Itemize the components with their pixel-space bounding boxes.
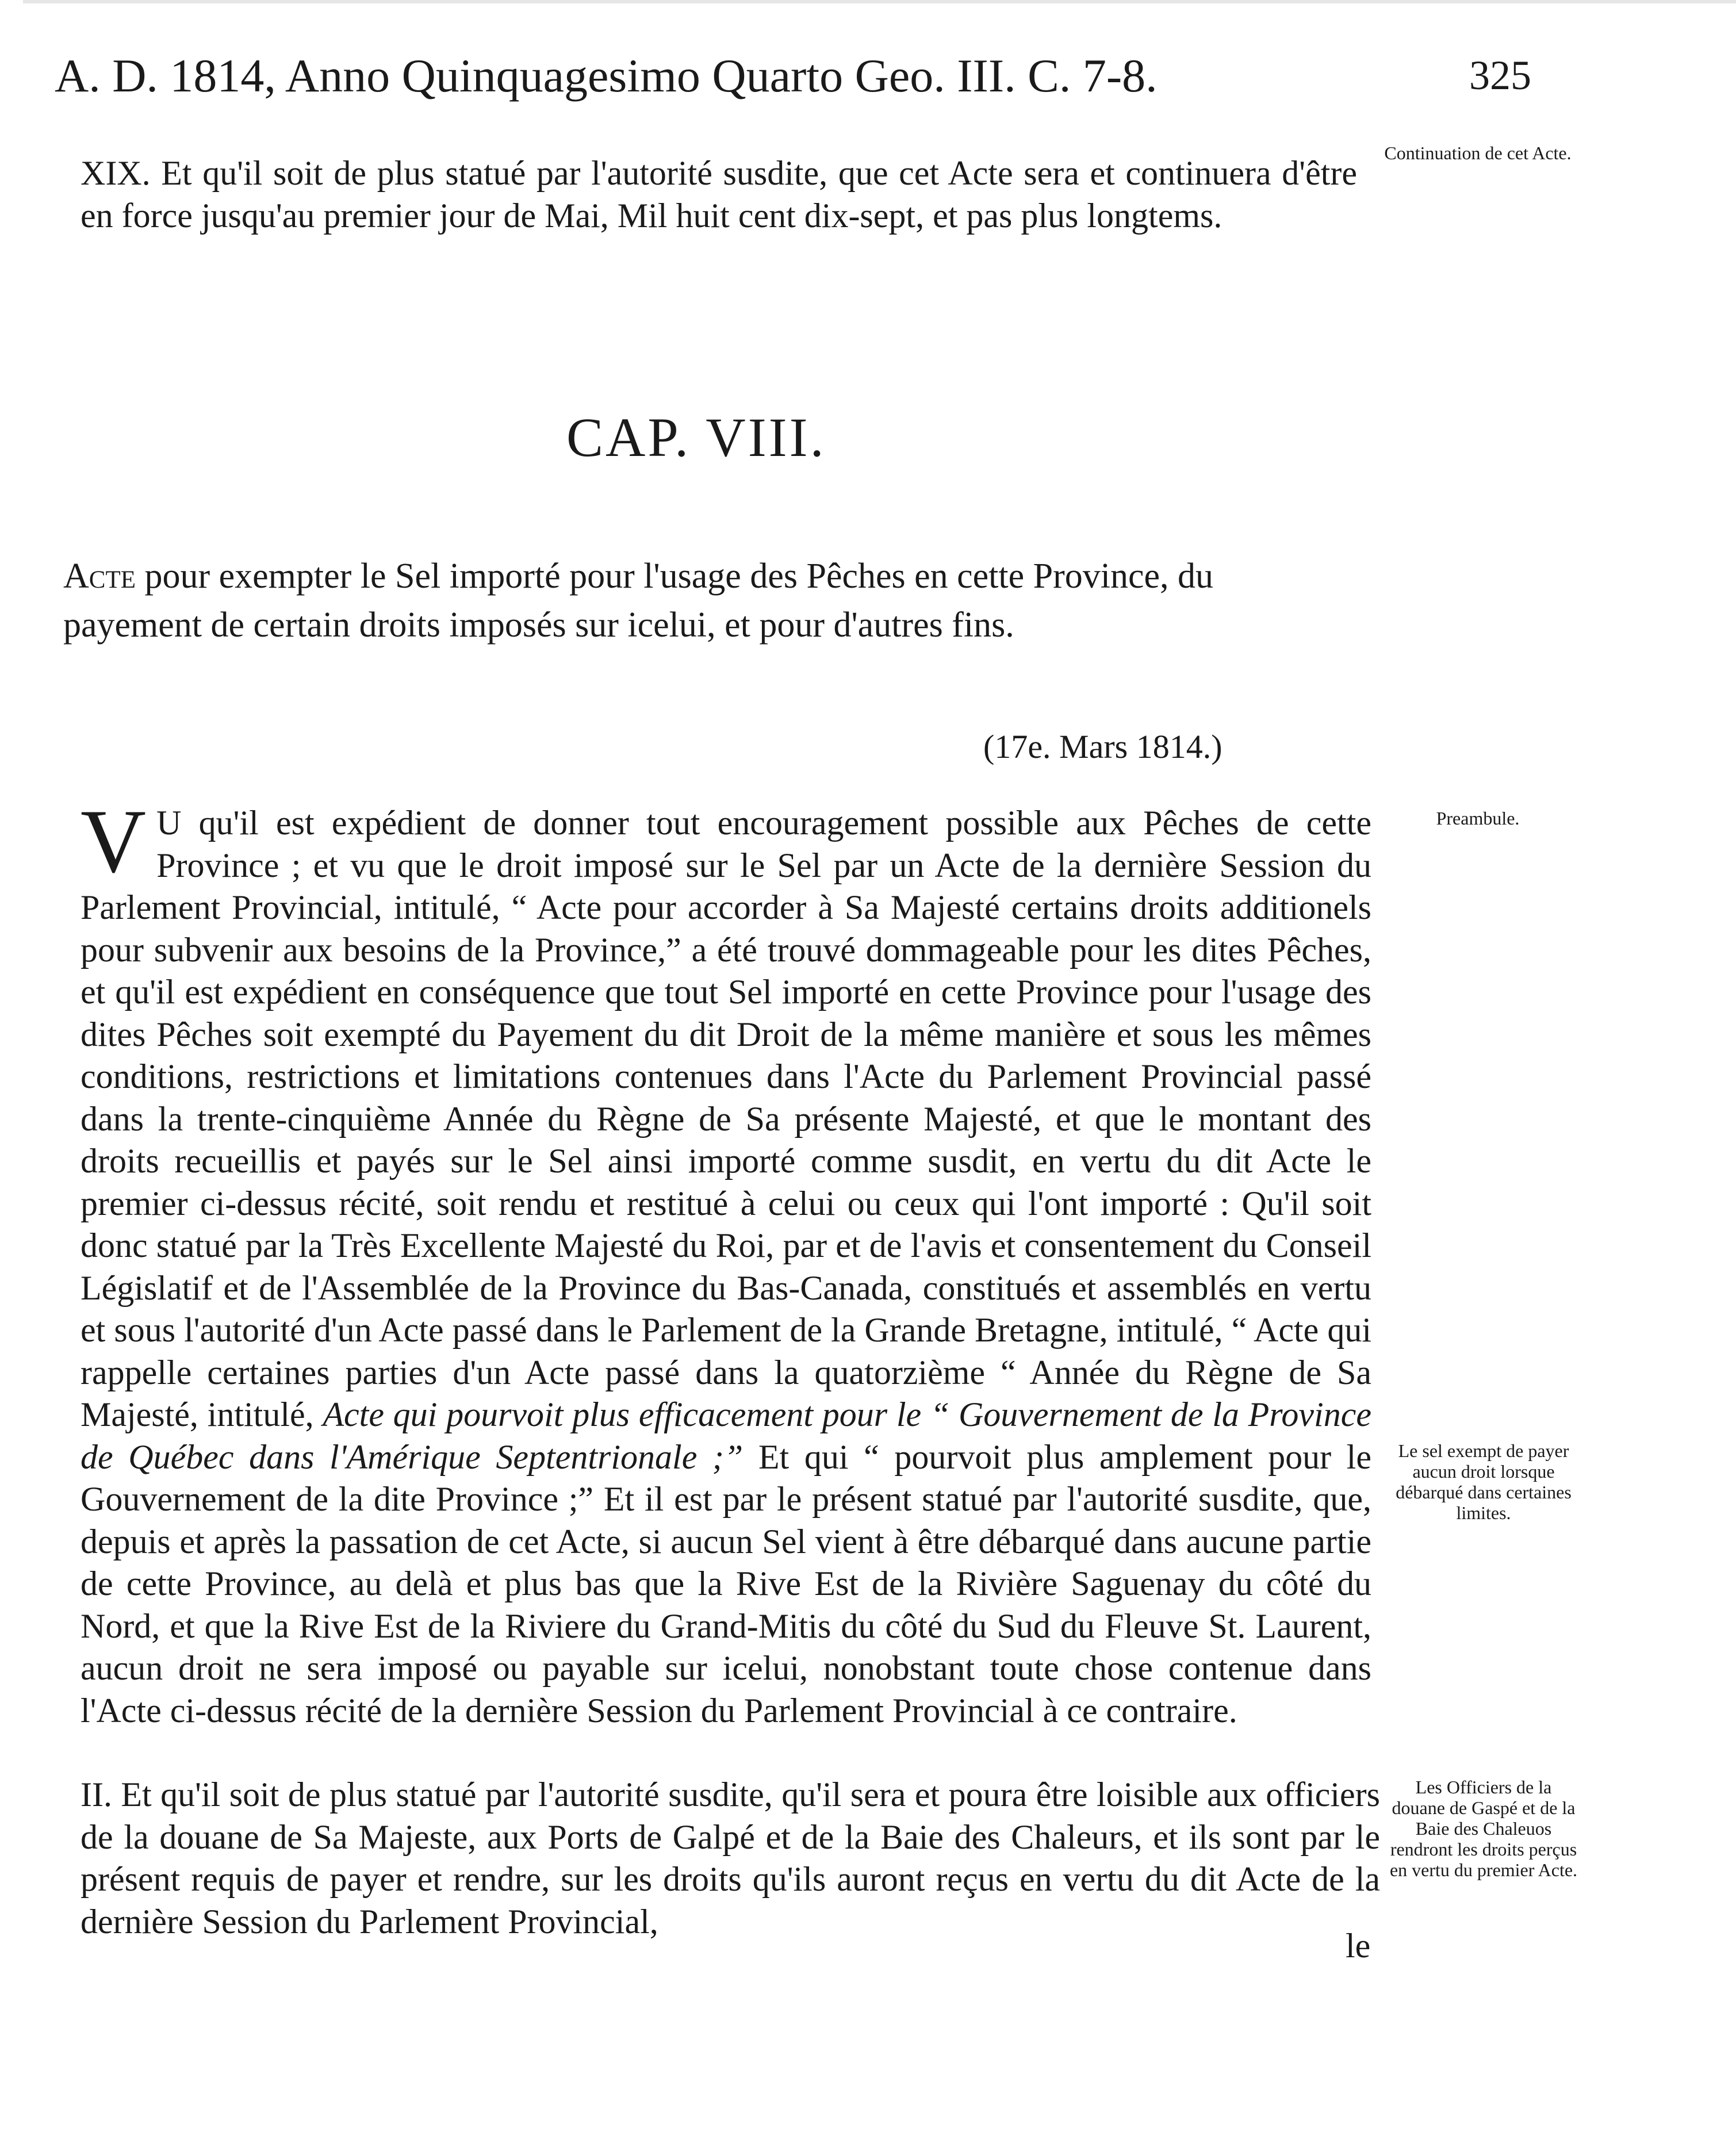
drop-cap: V xyxy=(81,791,147,892)
margin-note-officers: Les Officiers de la douane de Gaspé et de la Baie des Chaleuos rendront les droits perçus en vertu du premier Acte. xyxy=(1389,1777,1578,1880)
preamble-italic-title: Acte qui pourvoit plus efficacement pour le “ Gouvernement de la Province de Québec dans l'Amérique Septentrionale ;” xyxy=(81,1395,1371,1476)
running-header: A. D. 1814, Anno Quinquagesimo Quarto Geo. III. C. 7-8. xyxy=(55,49,1158,102)
margin-note-preamble: Preambule. xyxy=(1436,808,1520,829)
act-title xyxy=(63,552,1357,650)
preamble-text-1: U qu'il est expédient de donner tout encouragement possible aux Pêches de cette Province ; et vu que le droit imposé sur le Sel par un Acte de la dernière Session du Parlement Provincial, intitulé, “ Acte pour accorder à Sa Majesté certains droits additionels pour subvenir aux besoins de la Province,” a été trouvé dommageable pour les dites Pêches, et qu'il est expédient en conséquence que tout Sel importé en cette Province pour l'usage des dites Pêches soit exempté du Payement du dit Droit de la même manière et sous les mêmes conditions, restrictions et limitations contenues dans l'Acte du Parlement Provincial passé dans la trente-cinquième Année du Règne de Sa présente Majesté, et que le montant des droits recueillis et payés sur le Sel ainsi importé comme susdit, en vertu du dit Acte le premier ci-dessus récité, soit rendu et restitué à celui ou ceux qui l'ont importé : Qu'il soit donc statué par la Très Excellente Majesté du Roi, par et de l'avis et consentement du Conseil Législatif et de l'Assemblée de la Province du Bas-Canada, constitués et assemblés en vertu et sous l'autorité d'un Acte passé dans le Parlement de la Grande Bretagne, intitulé, “ Acte qui rappelle certaines parties d'un Acte passé dans la quatorzième “ Année du Règne de Sa Majesté, intitulé, xyxy=(81,804,1371,1433)
margin-note-salt-exempt: Le sel exempt de payer aucun droit lorsque débarqué dans certaines limites. xyxy=(1396,1440,1572,1523)
section-xix: XIX. Et qu'il soit de plus statué par l'autorité susdite, que cet Acte sera et continuera d'être en force jusqu'au premier jour de Mai, Mil huit cent dix-sept, et pas plus longtems. xyxy=(81,154,1357,235)
act-title-text: pour exempter le Sel importé pour l'usage des Pêches en cette Province, du payement de certain droits imposés sur icelui, et pour d'autres fins. xyxy=(63,557,1214,645)
chapter-title: CAP. VIII. xyxy=(566,407,826,468)
catchword: le xyxy=(1346,1927,1371,1965)
preamble-text-2: Et qui “ pourvoit plus amplement pour le Gouvernement de la dite Province ;” Et il est par le présent statué par l'autorité susdite, que, depuis et après la passation de cet Acte, si aucun Sel vient à être débarqué dans aucune partie de cette Province, au delà et plus bas que la Rive Est de la Rivière Saguenay du côté du Nord, et que la Rive Est de la Riviere du Grand-Mitis du côté du Sud du Fleuve St. Laurent, aucun droit ne sera imposé ou payable sur icelui, nonobstant toute chose contenue dans l'Acte ci-dessus récité de la dernière Session du Parlement Provincial à ce contraire. xyxy=(81,1437,1371,1730)
margin-note-continuation: Continuation de cet Acte. xyxy=(1384,143,1572,163)
page-number: 325 xyxy=(1469,52,1531,98)
page-edge xyxy=(23,0,1736,3)
preamble xyxy=(81,791,1371,1732)
act-date: (17e. Mars 1814.) xyxy=(983,728,1223,765)
section-ii: II. Et qu'il soit de plus statué par l'autorité susdite, qu'il sera et poura être loisible aux officiers de la douane de Sa Majeste, aux Ports de Galpé et de la Baie des Chaleurs, et ils sont par le présent requis de payer et rendre, sur les droits qu'ils auront reçus en vertu du dit Acte de la dernière Session du Parlement Provincial, xyxy=(81,1776,1380,1941)
act-word: Acte xyxy=(63,557,136,596)
